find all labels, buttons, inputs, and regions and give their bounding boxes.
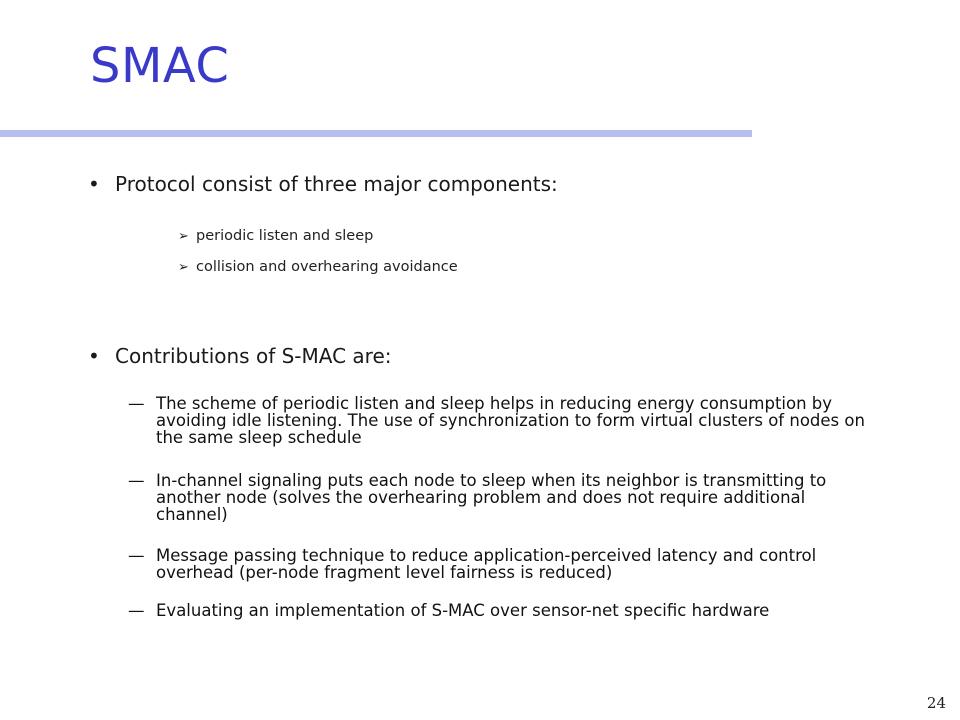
sub-item-collision-avoidance [178,259,458,275]
bullet-dot: • [88,172,100,196]
bullet-protocol-components [88,172,558,196]
sub-item-text: periodic listen and sleep [196,228,374,244]
bullet-contributions [88,344,392,368]
contribution-text: The scheme of periodic listen and sleep helps in reducing energy consumption by avoiding idle listening. The use of synchronization to form virtual clusters of nodes on the same sleep schedule [156,394,865,447]
contribution-item-listen-sleep [128,395,888,446]
dash-bullet: — [128,471,145,490]
bullet-text: Contributions of S-MAC are: [115,344,392,368]
dash-bullet: — [128,394,145,413]
sub-item-text: collision and overhearing avoidance [196,259,458,275]
arrow-bullet-icon: ➢ [178,228,189,244]
contribution-item-evaluation [128,602,888,619]
contribution-item-message-passing [128,547,888,581]
sub-item-periodic-listen [178,228,373,244]
contribution-text: Evaluating an implementation of S-MAC over sensor-net specific hardware [156,601,770,620]
bullet-dot: • [88,344,100,368]
title-underline [0,130,752,137]
dash-bullet: — [128,546,145,565]
page-number: 24 [926,694,946,712]
bullet-text: Protocol consist of three major components: [115,172,558,196]
slide-title: SMAC [90,38,230,94]
arrow-bullet-icon: ➢ [178,259,189,275]
dash-bullet: — [128,601,145,620]
contribution-text: In-channel signaling puts each node to sleep when its neighbor is transmitting to another node (solves the overhearing problem and does not require additional channel) [156,471,827,524]
contribution-item-in-channel-signaling [128,472,888,523]
contribution-text: Message passing technique to reduce application-perceived latency and control overhead (per-node fragment level fairness is reduced) [156,546,817,582]
